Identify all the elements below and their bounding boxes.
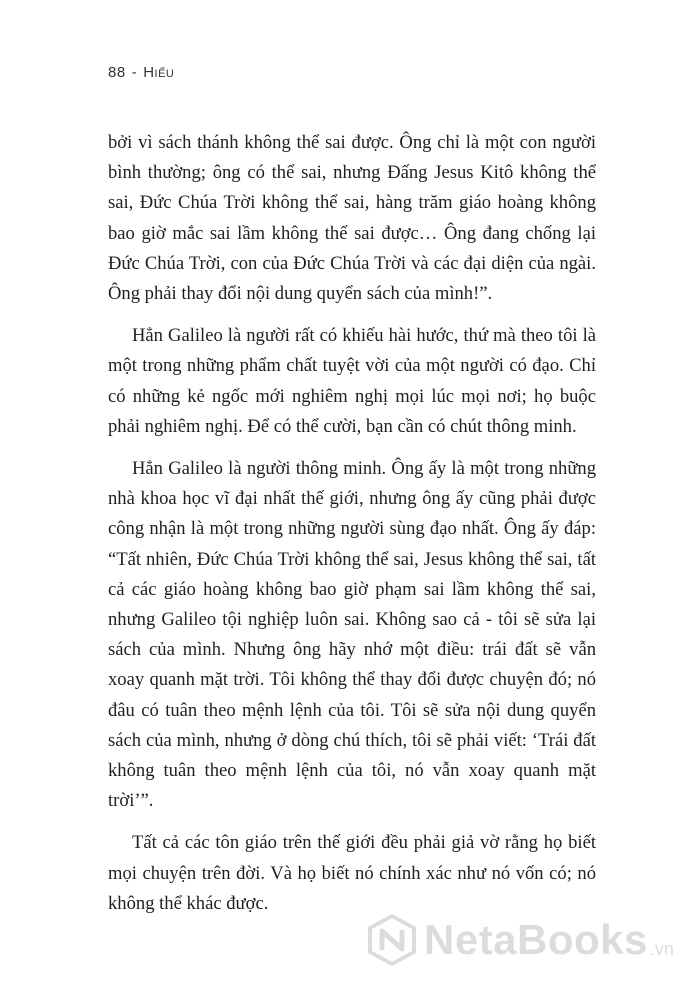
paragraph-4: Tất cả các tôn giáo trên thế giới đều phải giả vờ rằng họ biết mọi chuyện trên đời. Và họ biết nó chính xác như nó vốn có; nó không thể khác được.	[108, 832, 596, 914]
chapter-title: Hiếu	[143, 64, 175, 81]
page-number: 88	[108, 64, 126, 81]
paragraph-1: bởi vì sách thánh không thể sai được. Ông chỉ là một con người bình thường; ông có thể sai, nhưng Đấng Jesus Kitô không thể sai, Đức Chúa Trời không thể sai, hàng trăm giáo hoàng không bao giờ mắc sai lầm không thể sai được… Ông đang chống lại Đức Chúa Trời, con của Đức Chúa Trời và các đại diện của ngài. Ông phải thay đổi nội dung quyển sách của mình!”.	[108, 132, 596, 305]
watermark-brand: NetaBooks	[424, 916, 648, 963]
body-text	[108, 128, 596, 931]
watermark-tld: .vn	[649, 939, 674, 959]
header-separator: -	[131, 64, 138, 81]
running-head	[108, 64, 174, 81]
paragraph-2: Hẳn Galileo là người rất có khiếu hài hước, thứ mà theo tôi là một trong những phẩm chất tuyệt vời của một người có đạo. Chỉ có những kẻ ngốc mới nghiêm nghị mọi lúc mọi nơi; họ buộc phải nghiêm nghị. Để có thể cười, bạn cần có chút thông minh.	[108, 325, 596, 437]
paragraph-3: Hẳn Galileo là người thông minh. Ông ấy là một trong những nhà khoa học vĩ đại nhất thế giới, nhưng ông ấy cũng phải được công nhận là một trong những người sùng đạo nhất. Ông ấy đáp: “Tất nhiên, Đức Chúa Trời không thể sai, Jesus không thể sai, tất cả các giáo hoàng không bao giờ phạm sai lầm không thể sai, nhưng Galileo tội nghiệp luôn sai. Không sao cả - tôi sẽ sửa lại sách của mình. Nhưng ông hãy nhớ một điều: trái đất sẽ vẫn xoay quanh mặt trời. Tôi không thể thay đổi được chuyện đó; nó đâu có tuân theo mệnh lệnh của tôi. Tôi sẽ sửa nội dung quyển sách của mình, nhưng ở dòng chú thích, tôi sẽ phải viết: ‘Trái đất không tuân theo mệnh lệnh của tôi, nó vẫn xoay quanh mặt trời’”.	[108, 458, 596, 812]
publisher-watermark	[366, 912, 674, 968]
netabooks-logo-icon	[366, 914, 418, 966]
